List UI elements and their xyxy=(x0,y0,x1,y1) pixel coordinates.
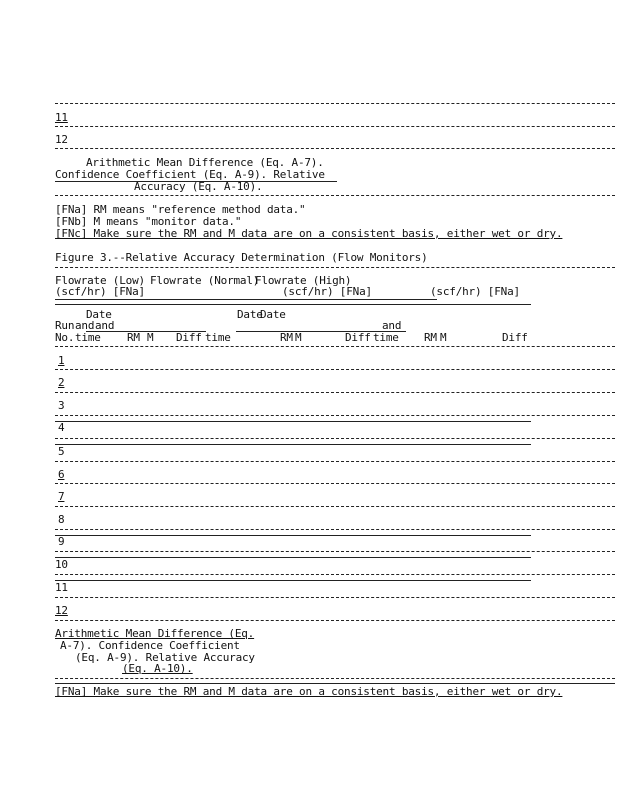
rule xyxy=(55,580,531,581)
column-header: RM xyxy=(424,331,437,344)
column-header: Date xyxy=(237,308,263,321)
column-group-unit: (scf/hr) [FNa] xyxy=(282,285,372,298)
column-header: time xyxy=(373,331,399,344)
rule xyxy=(55,103,615,104)
column-group-label: Flowrate (High) xyxy=(255,274,352,287)
table-row: 1 xyxy=(58,354,65,367)
footer-line: (Eq. A-10). xyxy=(122,662,193,675)
rule xyxy=(55,483,615,484)
rule xyxy=(55,557,531,558)
column-header: and xyxy=(95,319,115,332)
table-row: 10 xyxy=(55,558,68,571)
column-header: time xyxy=(75,331,101,344)
column-header: M xyxy=(440,331,447,344)
footnote: [FNb] M means "monitor data." xyxy=(55,215,242,228)
rule xyxy=(55,461,615,462)
table-row: 5 xyxy=(58,445,65,458)
footer-line: Accuracy (Eq. A-10). xyxy=(134,180,263,193)
rule xyxy=(55,421,531,422)
footer-line: Confidence Coefficient (Eq. A-9). Relative xyxy=(55,168,325,181)
table-row-number: 12 xyxy=(55,133,68,146)
footnote: [FNc] Make sure the RM and M data are on a consistent basis, either wet or dry. xyxy=(55,227,563,240)
rule xyxy=(55,415,615,416)
table-row: 6 xyxy=(58,468,65,481)
rule xyxy=(55,678,615,679)
column-header: No. xyxy=(55,331,75,344)
footnote: [FNa] Make sure the RM and M data are on a consistent basis, either wet or dry. xyxy=(55,685,563,698)
table-row: 11 xyxy=(55,581,68,594)
footer-line: (Eq. A-9). Relative Accuracy xyxy=(75,651,255,664)
table-row: 4 xyxy=(58,421,65,434)
column-header: and xyxy=(75,319,95,332)
footer-line: Arithmetic Mean Difference (Eq. xyxy=(55,627,255,640)
table-row: 7 xyxy=(58,490,65,503)
rule xyxy=(55,535,531,536)
column-group-label: Flowrate (Low) xyxy=(55,274,145,287)
rule xyxy=(55,181,337,182)
footer-line: Arithmetic Mean Difference (Eq. A-7). xyxy=(86,156,324,169)
column-header: Date xyxy=(86,308,112,321)
column-header: Run xyxy=(55,319,75,332)
rule xyxy=(55,444,531,445)
column-group-unit: (scf/hr) [FNa] xyxy=(430,285,520,298)
rule xyxy=(55,195,615,196)
footer-line: A-7). Confidence Coefficient xyxy=(60,639,240,652)
rule xyxy=(55,392,615,393)
column-header: RM xyxy=(280,331,293,344)
footnote: [FNa] RM means "reference method data." xyxy=(55,203,306,216)
table-row: 8 xyxy=(58,513,65,526)
rule xyxy=(55,597,615,598)
column-header: M xyxy=(147,331,154,344)
rule xyxy=(55,267,615,268)
column-header: M xyxy=(295,331,302,344)
rule xyxy=(55,551,615,552)
rule xyxy=(55,148,615,149)
column-header: Date xyxy=(260,308,286,321)
rule xyxy=(55,620,615,621)
column-header: time xyxy=(205,331,231,344)
rule xyxy=(55,574,615,575)
rule xyxy=(55,304,531,305)
rule xyxy=(55,683,615,684)
table-row: 2 xyxy=(58,376,65,389)
rule xyxy=(55,438,615,439)
rule xyxy=(55,126,615,127)
column-header: RM xyxy=(127,331,140,344)
figure-title: Figure 3.--Relative Accuracy Determination (Flow Monitors) xyxy=(55,251,428,264)
table-row: 12 xyxy=(55,604,68,617)
column-group-unit: (scf/hr) [FNa] xyxy=(55,285,145,298)
table-row: 3 xyxy=(58,399,65,412)
rule xyxy=(55,529,615,530)
column-header: Diff xyxy=(176,331,202,344)
column-header: and xyxy=(382,319,402,332)
rule xyxy=(55,299,437,300)
column-header: Diff xyxy=(345,331,371,344)
rule xyxy=(55,369,615,370)
rule xyxy=(55,346,615,347)
column-header: Diff xyxy=(502,331,528,344)
table-row-number: 11 xyxy=(55,111,68,124)
column-group-label: Flowrate (Normal) xyxy=(150,274,260,287)
table-row: 9 xyxy=(58,535,65,548)
rule xyxy=(55,506,615,507)
